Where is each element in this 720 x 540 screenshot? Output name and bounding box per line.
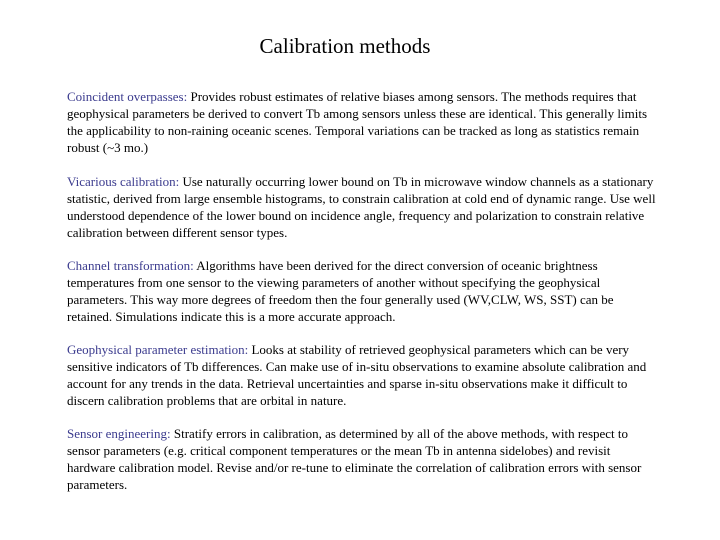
- section-heading: Channel transformation:: [67, 258, 194, 273]
- section-heading: Coincident overpasses:: [67, 89, 188, 104]
- section-channel-transformation: [67, 257, 657, 325]
- section-body: Algorithms have been derived for the direct conversion of oceanic brightness temperatures from one sensor to the viewing parameters of another without specifying the geophysical parameters. This way more degrees of freedom then the four generally used (WV,CLW, WS, SST) can be retained. Simulations indicate this is a more accurate approach.: [67, 258, 614, 324]
- section-body: Looks at stability of retrieved geophysical parameters which can be very sensitive indicators of Tb differences. Can make use of in-situ observations to examine absolute calibration and account for any trends in the data. Retrieval uncertainties and sparse in-situ observations make it difficult to discern calibration problems that are orbital in nature.: [67, 342, 647, 408]
- section-body: Use naturally occurring lower bound on Tb in microwave window channels as a stationary statistic, derived from large ensemble histograms, to constrain calibration at cold end of dynamic range. Use well understood dependence of the lower bound on incidence angle, frequency and polarization to constrain relative calibration between different sensor types.: [67, 174, 656, 240]
- section-geophysical-parameter-estimation: [67, 341, 657, 409]
- page-title: Calibration methods: [259, 34, 431, 58]
- section-vicarious-calibration: [67, 173, 657, 241]
- section-coincident-overpasses: [67, 88, 657, 156]
- section-sensor-engineering: [67, 425, 657, 493]
- section-heading: Geophysical parameter estimation:: [67, 342, 249, 357]
- section-body: Provides robust estimates of relative biases among sensors. The methods requires that geophysical parameters be derived to convert Tb among sensors unless these are identical. This generally limits the applicability to non-raining oceanic scenes. Temporal variations can be tracked as long as statistics remain robust (~3 mo.): [67, 89, 648, 155]
- section-heading: Vicarious calibration:: [67, 174, 180, 189]
- section-heading: Sensor engineering:: [67, 426, 171, 441]
- section-body: Stratify errors in calibration, as determined by all of the above methods, with respect to sensor parameters (e.g. critical component temperatures or the mean Tb in antenna sidelobes) and revisit hardware calibration model. Revise and/or re-tune to eliminate the correlation of calibration errors with sensor parameters.: [67, 426, 642, 492]
